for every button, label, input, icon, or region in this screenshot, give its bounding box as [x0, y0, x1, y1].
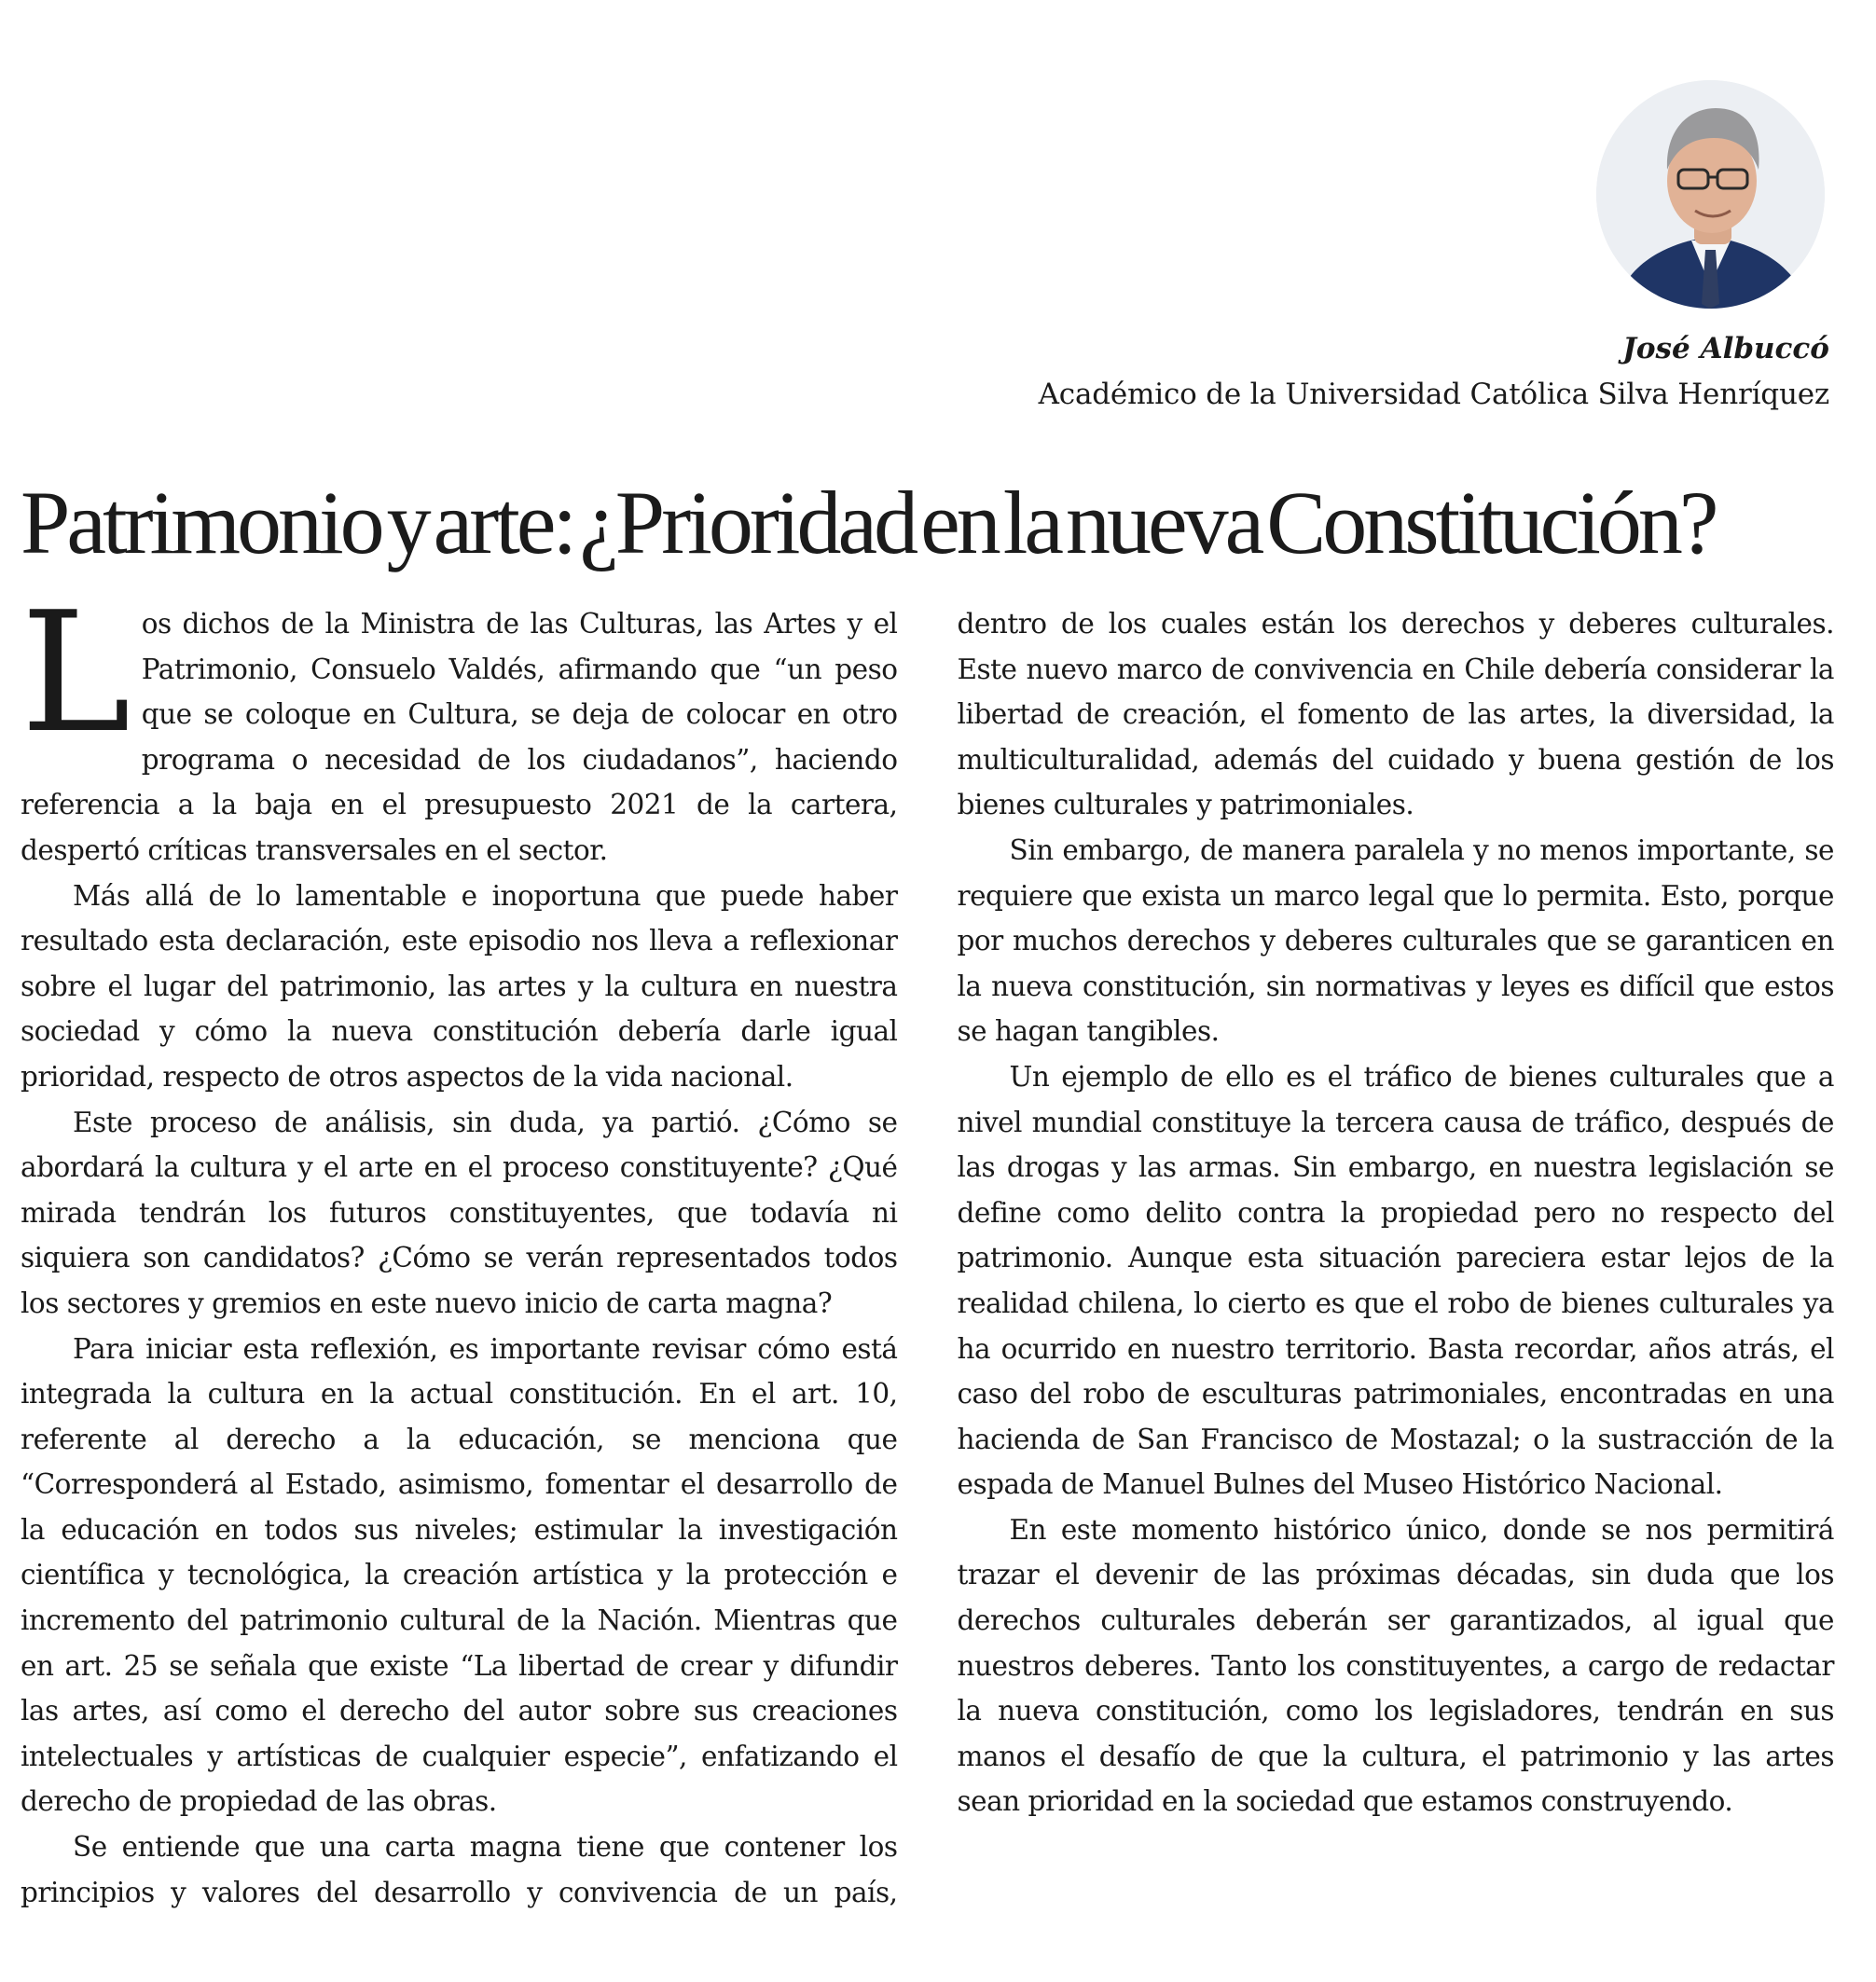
article-paragraph: Este proceso de análisis, sin duda, ya partió. ¿Cómo se abordará la cultura y el arte en el proceso constituyente? ¿Qué mirada tendrán los futuros constituyentes, que todavía ni siquiera son candidatos? ¿Cómo se verán representados todos los sectores y gremios en este nuevo inicio de carta magna? [21, 1106, 898, 1319]
article-paragraph: Para iniciar esta reflexión, es importante revisar cómo está integrada la cultura en la actual constitución. En el art. 10, referente al derecho a la educación, se menciona que “Corresponderá al Estado, asimismo, fomentar el desarrollo de la educación en todos sus niveles; estimular la investigación científica y tecnológica, la creación artística y la protección e incremento del patrimonio cultural de la Nación. Mientras que en art. 25 se señala que existe “La libertad de crear y difundir las artes, así como el derecho del autor sobre sus creaciones intelectuales y artísticas de cualquier especie”, enfatizando el derecho de propiedad de las obras. [21, 1332, 898, 1818]
article-paragraph [21, 576, 898, 874]
author-photo [1596, 80, 1825, 309]
article-paragraph: En este momento histórico único, donde se nos permitirá trazar el devenir de las próximas décadas, sin duda que los derechos culturales deberán ser garantizados, al igual que nuestros deberes. Tanto los constituyentes, a cargo de redactar la nueva constitución, como los legisladores, tendrán en sus manos el desafío de que la cultura, el patrimonio y las artes sean prioridad en la sociedad que estamos construyendo. [957, 1513, 1834, 1818]
article-paragraph: Sin embargo, de manera paralela y no menos importante, se requiere que exista un marco legal que lo permita. Esto, porque por muchos derechos y deberes culturales que se garanticen en la nueva constitución, sin normativas y leyes es difícil que estos se hagan tangibles. [957, 833, 1834, 1048]
article-body [21, 576, 1834, 1925]
byline [1039, 326, 1829, 418]
author-role: Académico de la Universidad Católica Silva Henríquez [1038, 378, 1829, 411]
article-paragraph: Se entiende que una carta magna tiene que contener los principios y valores del desarrollo y convivencia de un país, dentro de los cuales están los derechos y deberes culturales. Este nuevo marco de convivencia en Chile debería considerar la libertad de creación, el fomento de las artes, la diversidad, la multiculturalidad, además del cuidado y buena gestión de los bienes culturales y patrimoniales. [21, 608, 1834, 1908]
paragraph-text: os dichos de la Ministra de las Culturas, las Artes y el Patrimonio, Consuelo Valdés, afirmando que “un peso que se coloque en Cultura, se deja de colocar en otro programa o necesidad de los ciudadanos”, haciendo referencia a la baja en el presupuesto 2021 de la cartera, despertó críticas transversales en el sector. [21, 608, 898, 866]
article-paragraph: Un ejemplo de ello es el tráfico de bienes culturales que a nivel mundial constituye la tercera causa de tráfico, después de las drogas y las armas. Sin embargo, en nuestra legislación se define como delito contra la propiedad pero no respecto del patrimonio. Aunque esta situación pareciera estar lejos de la realidad chilena, lo cierto es que el robo de bienes culturales ya ha ocurrido en nuestro territorio. Basta recordar, años atrás, el caso del robo de esculturas patrimoniales, encontradas en una hacienda de San Francisco de Mostazal; o la sustracción de la espada de Manuel Bulnes del Museo Histórico Nacional. [957, 1060, 1834, 1501]
dropcap: L [21, 576, 131, 769]
article-headline: Patrimonio y arte: ¿Prioridad en la nueva Constitución? [21, 473, 1716, 572]
author-portrait-icon [1596, 80, 1825, 309]
author-name: José Albuccó [1622, 332, 1829, 365]
article-paragraph: Más allá de lo lamentable e inoportuna que puede haber resultado esta declaración, este episodio nos lleva a reflexionar sobre el lugar del patrimonio, las artes y la cultura en nuestra sociedad y cómo la nueva constitución debería darle igual prioridad, respecto de otros aspectos de la vida nacional. [21, 879, 898, 1093]
